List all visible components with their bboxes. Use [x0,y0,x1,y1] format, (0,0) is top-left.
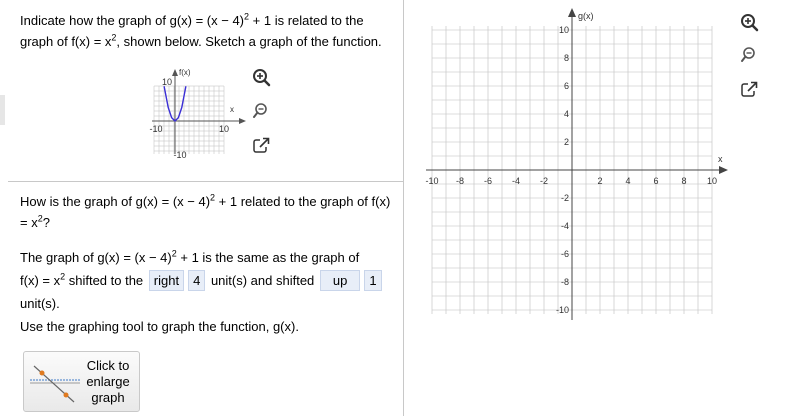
zoom-in-button[interactable] [251,67,272,88]
graph-zoom-in-button[interactable] [739,12,760,33]
zoom-in-icon [739,12,760,33]
x-tick-label: -10 [425,176,439,186]
y-tick-label: 2 [563,137,569,147]
direction2-answer[interactable]: up [320,270,360,291]
section-divider [8,181,404,182]
reference-x-arrow [239,118,246,124]
reference-ytick-bottom: -10 [173,150,187,160]
graph-thumbnail-icon [30,360,80,406]
zoom-out-button[interactable] [251,101,272,122]
external-link-icon [251,135,272,156]
expand-graph-button[interactable] [251,135,272,156]
x-tick-label: 8 [681,176,687,186]
problem-statement: Indicate how the graph of $g(x) = (x - 4)^2 + 1$ is related to the graph of $f(x) = x^2$, shown below. Sketch a graph of the function. [20,11,382,49]
x-tick-label: 10 [706,176,718,186]
scroll-edge [0,95,5,125]
x-tick-label: 4 [625,176,631,186]
graphing-canvas[interactable] [422,0,732,322]
graph-expand-button[interactable] [739,79,760,100]
y-tick-label: -4 [560,221,569,231]
amount1-answer[interactable]: 4 [188,270,205,291]
y-tick-label: -2 [560,193,569,203]
reference-xtick-left: -10 [149,124,163,134]
graph-x-label: x [718,154,723,164]
y-tick-label: -8 [560,277,569,287]
x-tick-label: 6 [653,176,659,186]
direction1-answer[interactable]: right [149,270,184,291]
zoom-in-icon [251,67,272,88]
enlarge-button-label: Click to enlarge graph [86,358,130,405]
graph-x-arrow [719,166,728,174]
answer-text: The graph of $g(x) = (x - 4)^2 + 1$ is the same as the graph of $f(x) = x^2$ shifted to the right 4 unit(s) and shifted up 1 unit(s). [20,246,400,315]
y-tick-label: 10 [558,25,569,35]
y-tick-label: 8 [563,53,569,63]
amount2-answer[interactable]: 1 [364,270,381,291]
graph-y-arrow [568,8,576,17]
x-tick-label: -8 [455,176,465,186]
y-tick-label: -10 [555,305,569,315]
graph-y-label: g(x) [578,11,594,21]
y-tick-label: -6 [560,249,569,259]
y-tick-label: 6 [563,81,569,91]
zoom-out-icon [739,45,760,66]
x-tick-label: 2 [597,176,603,186]
reference-graph [140,64,252,164]
reference-xtick-right: 10 [218,124,230,134]
y-tick-label: 4 [563,109,569,119]
reference-x-label: x [230,105,234,114]
external-link-icon [739,79,760,100]
graph-zoom-out-button[interactable] [739,45,760,66]
question-text: How is the graph of $g(x) = (x - 4)^2 + 1$ related to the graph of $f(x) = x^2$? [20,192,391,230]
reference-grid [154,86,224,154]
zoom-out-icon [251,101,272,122]
instruction-text: Use the graphing tool to graph the function, g(x). [20,319,299,334]
reference-y-arrow [172,69,178,76]
enlarge-graph-button[interactable] [23,351,140,412]
reference-y-label: f(x) [179,68,191,77]
x-tick-label: -6 [483,176,493,186]
x-tick-label: -4 [511,176,521,186]
reference-ytick-top: 10 [161,77,172,87]
x-tick-label: -2 [539,176,549,186]
